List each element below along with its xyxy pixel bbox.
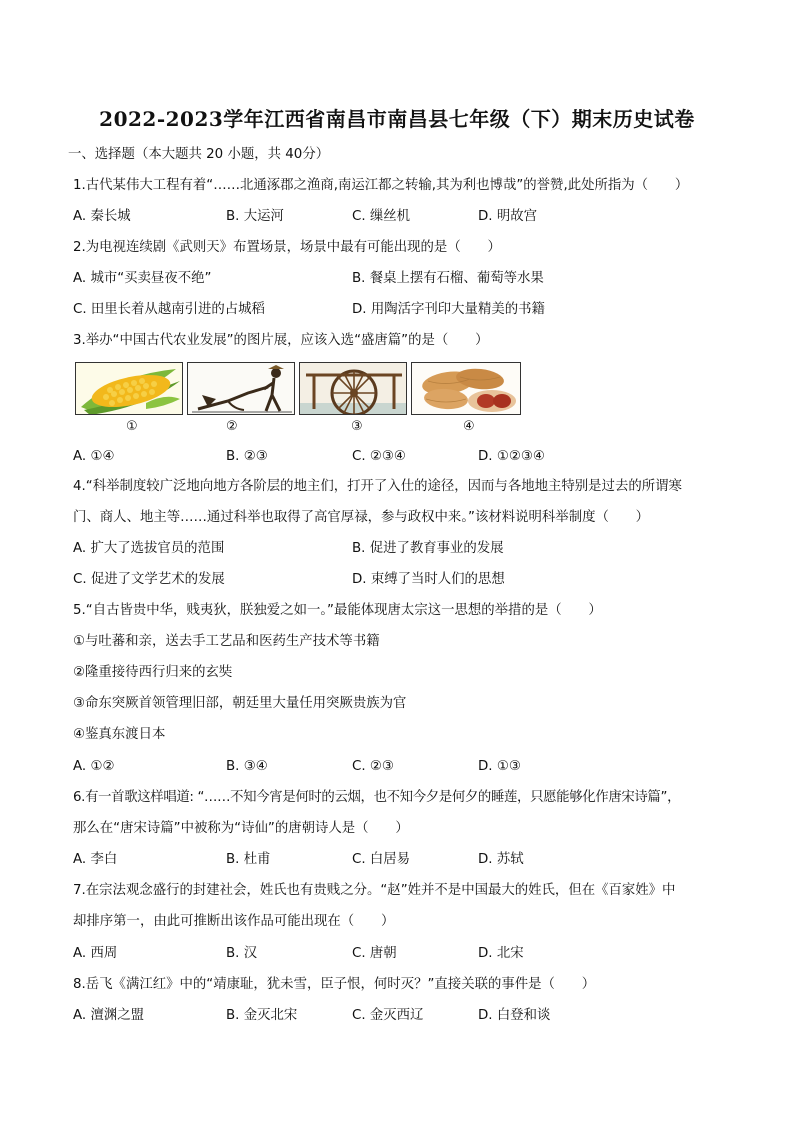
q5-option-a: A. ①② [73,759,115,774]
q1-option-c: C. 缫丝机 [352,209,411,224]
q8-option-b: B. 金灭北宋 [226,1008,298,1023]
q2-option-c: C. 田里长着从越南引进的占城稻 [73,302,265,317]
q2-option-b: B. 餐桌上摆有石榴、葡萄等水果 [352,271,544,286]
q1-option-b: B. 大运河 [226,209,284,224]
q7-option-a: A. 西周 [73,946,118,961]
q6-option-b: B. 杜甫 [226,852,271,867]
question-6-stem-line-1: 6.有一首歌这样唱道: “……不知今宵是何时的云烟，也不知今夕是何夕的睡莲，只愿能够化作唐宋诗篇”， [73,790,681,805]
question-1-stem: 1.古代某伟大工程有着“……北通涿郡之渔商,南运江都之转输,其为利也博哉”的誉赞,此处所指为（ ） [73,178,689,193]
q5-option-b: B. ③④ [226,759,268,774]
q6-option-d: D. 苏轼 [478,852,524,867]
q5-item-1: ①与吐蕃和亲，送去手工艺品和医药生产技术等书籍 [73,634,380,649]
q3-option-b: B. ②③ [226,449,268,464]
q5-option-c: C. ②③ [352,759,394,774]
section-heading: 一、选择题（本大题共 20 小题，共 40分） [68,147,330,162]
picture-label-2: ② [226,419,238,434]
q6-option-c: C. 白居易 [352,852,411,867]
q3-option-a: A. ①④ [73,449,115,464]
q6-option-a: A. 李白 [73,852,118,867]
corn-image [75,362,183,415]
question-4-stem-line-1: 4.“科举制度较广泛地向地方各阶层的地主们，打开了入仕的途径，因而与各地地主特别是过去的所谓寒 [73,479,682,494]
q4-option-a: A. 扩大了选拔官员的范围 [73,541,225,556]
question-3-stem: 3.举办“中国古代农业发展”的图片展，应该入选“盛唐篇”的是（ ） [73,333,489,348]
question-6-stem-line-2: 那么在“唐宋诗篇”中被称为“诗仙”的唐朝诗人是（ ） [73,821,409,836]
q1-option-a: A. 秦长城 [73,209,131,224]
q7-option-d: D. 北宋 [478,946,524,961]
peanut-image [411,362,521,415]
q2-option-d: D. 用陶活字刊印大量精美的书籍 [352,302,545,317]
q2-option-a: A. 城市“买卖昼夜不绝” [73,271,212,286]
q5-item-2: ②隆重接待西行归来的玄奘 [73,665,233,680]
q3-option-c: C. ②③④ [352,449,406,464]
q4-option-d: D. 束缚了当时人们的思想 [352,572,505,587]
q8-option-d: D. 白登和谈 [478,1008,551,1023]
picture-label-3: ③ [351,419,363,434]
q1-option-d: D. 明故宫 [478,209,537,224]
picture-label-4: ④ [463,419,475,434]
q4-option-c: C. 促进了文学艺术的发展 [73,572,225,587]
q8-option-a: A. 澶渊之盟 [73,1008,144,1023]
q5-item-3: ③命东突厥首领管理旧部，朝廷里大量任用突厥贵族为官 [73,696,407,711]
plow-image [187,362,295,415]
waterwheel-image [299,362,407,415]
picture-label-1: ① [126,419,138,434]
q7-option-b: B. 汉 [226,946,258,961]
q8-option-c: C. 金灭西辽 [352,1008,424,1023]
q3-option-d: D. ①②③④ [478,449,545,464]
question-2-stem: 2.为电视连续剧《武则天》布置场景，场景中最有可能出现的是（ ） [73,240,501,255]
q5-item-4: ④鉴真东渡日本 [73,727,166,742]
q7-option-c: C. 唐朝 [352,946,397,961]
question-7-stem-line-1: 7.在宗法观念盛行的封建社会，姓氏也有贵贱之分。“赵”姓并不是中国最大的姓氏，但在《百家姓》中 [73,883,676,898]
question-5-stem: 5.“自古皆贵中华，贱夷狄，朕独爱之如一。”最能体现唐太宗这一思想的举措的是（ ） [73,603,602,618]
question-7-stem-line-2: 却排序第一，由此可推断出该作品可能出现在（ ） [73,914,395,929]
question-4-stem-line-2: 门、商人、地主等……通过科举也取得了高官厚禄，参与政权中来。”该材料说明科举制度（ ） [73,510,650,525]
exam-title: 2022-2023学年江西省南昌市南昌县七年级（下）期末历史试卷 [99,107,695,131]
question-8-stem: 8.岳飞《满江红》中的“靖康耻，犹未雪，臣子恨，何时灭？”直接关联的事件是（ ） [73,977,596,992]
q4-option-b: B. 促进了教育事业的发展 [352,541,504,556]
q5-option-d: D. ①③ [478,759,521,774]
